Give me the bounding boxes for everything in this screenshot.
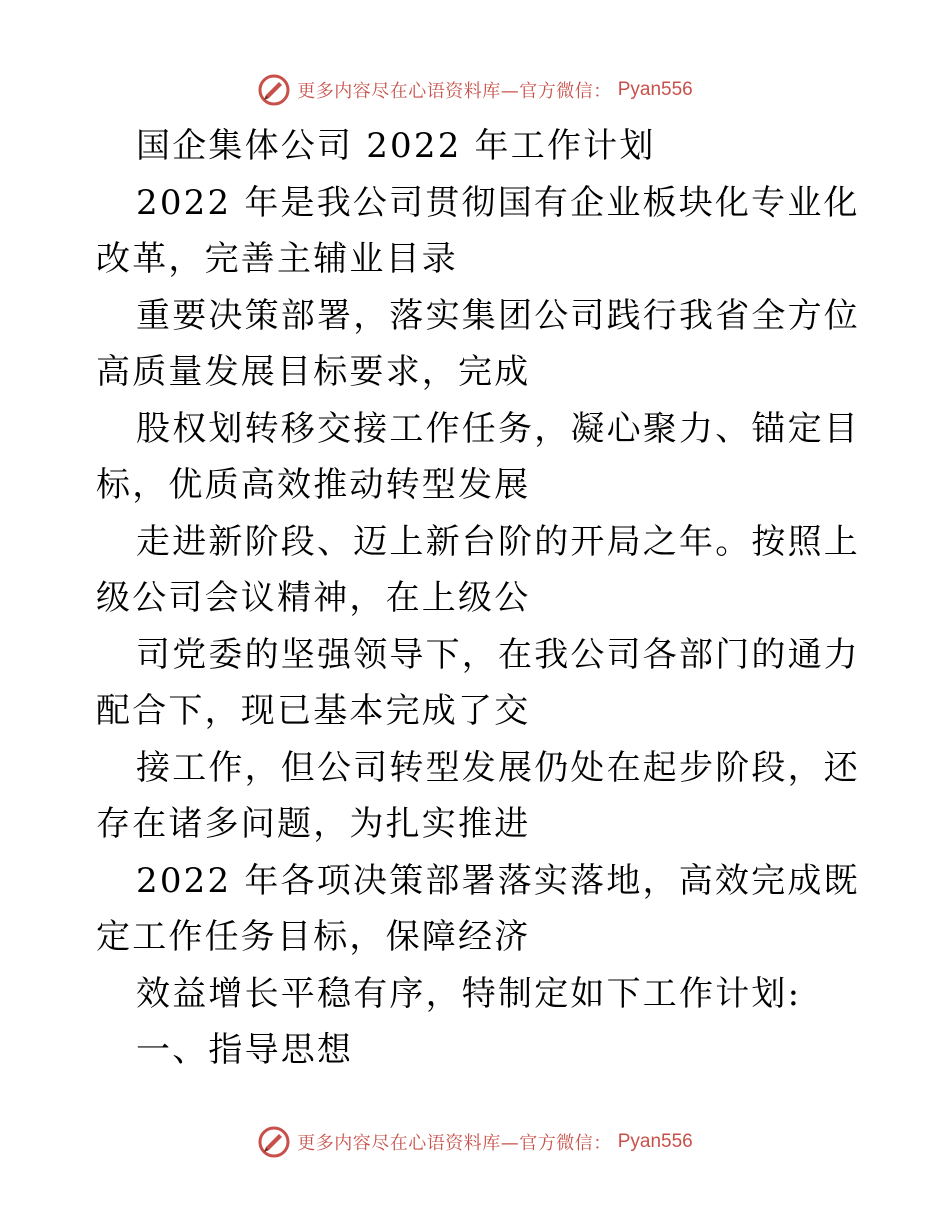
document-body xyxy=(96,118,866,1079)
watermark-text: 更多内容尽在心语资料库—官方微信： xyxy=(297,1133,612,1154)
watermark-text: 更多内容尽在心语资料库—官方微信： xyxy=(297,81,612,102)
footer-watermark xyxy=(0,1124,950,1160)
document-title: 国企集体公司 2022 年工作计划 xyxy=(136,126,656,166)
paragraph: 接工作，但公司转型发展仍处在起步阶段，还存在诸多问题，为扎实推进 xyxy=(96,747,860,844)
paragraph: 股权划转移交接工作任务，凝心聚力、锚定目标，优质高效推动转型发展 xyxy=(96,408,860,505)
paragraph: 走进新阶段、迈上新台阶的开局之年。按照上级公司会议精神，在上级公 xyxy=(96,521,860,618)
header-watermark xyxy=(0,72,950,108)
watermark-wechat-id: Pyan556 xyxy=(617,1131,693,1152)
red-seal-pen-icon xyxy=(257,1125,291,1159)
red-seal-pen-icon xyxy=(257,73,291,107)
paragraph: 司党委的坚强领导下，在我公司各部门的通力配合下，现已基本完成了交 xyxy=(96,634,860,731)
paragraph: 重要决策部署，落实集团公司践行我省全方位高质量发展目标要求，完成 xyxy=(96,295,860,392)
paragraph: 2022 年是我公司贯彻国有企业板块化专业化改革，完善主辅业目录 xyxy=(96,182,860,279)
paragraph: 效益增长平稳有序，特制定如下工作计划: xyxy=(136,973,802,1014)
section-heading: 一、指导思想 xyxy=(136,1030,354,1070)
watermark-wechat-id: Pyan556 xyxy=(617,79,693,100)
paragraph: 2022 年各项决策部署落实落地，高效完成既定工作任务目标，保障经济 xyxy=(96,860,860,957)
